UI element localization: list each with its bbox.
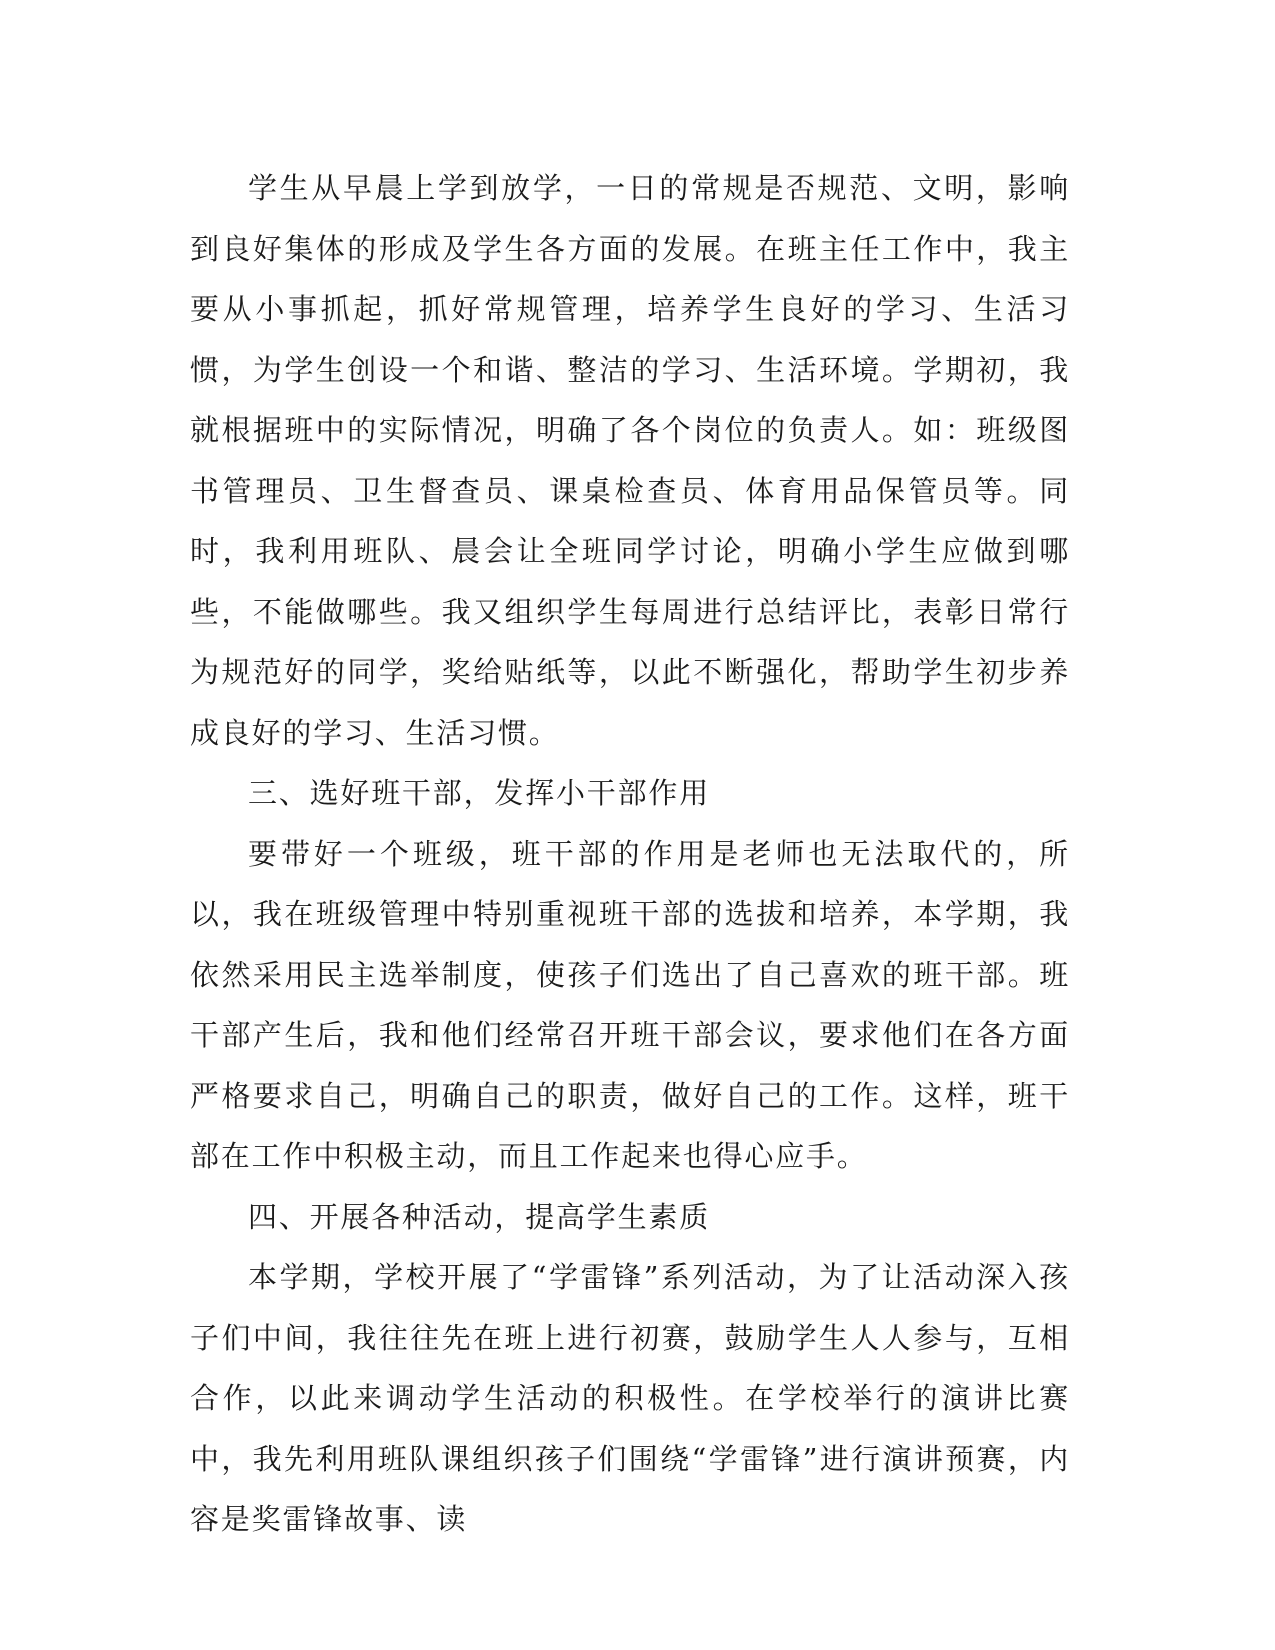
- section-heading-activities: 四、开展各种活动，提高学生素质: [248, 1199, 711, 1234]
- document-body: [190, 158, 1070, 1550]
- paragraph-class-leaders: 要带好一个班级，班干部的作用是老师也无法取代的，所以，我在班级管理中特别重视班干部的选拔和培养，本学期，我依然采用民主选举制度，使孩子们选出了自己喜欢的班干部。班干部产生后，我和他们经常召开班干部会议，要求他们在各方面严格要求自己，明确自己的职责，做好自己的工作。这样，班干部在工作中积极主动，而且工作起来也得心应手。: [190, 836, 1070, 1173]
- paragraph-activities: 本学期，学校开展了“学雷锋”系列活动，为了让活动深入孩子们中间，我往往先在班上进行初赛，鼓励学生人人参与，互相合作，以此来调动学生活动的积极性。在学校举行的演讲比赛中，我先利用班队课组织孩子们围绕“学雷锋”进行演讲预赛，内容是奖雷锋故事、读: [190, 1260, 1070, 1536]
- section-heading-class-leaders: 三、选好班干部，发挥小干部作用: [248, 776, 711, 810]
- paragraph-daily-routine: 学生从早晨上学到放学，一日的常规是否规范、文明，影响到良好集体的形成及学生各方面的发展。在班主任工作中，我主要从小事抓起，抓好常规管理，培养学生良好的学习、生活习惯，为学生创设一个和谐、整洁的学习、生活环境。学期初，我就根据班中的实际情况，明确了各个岗位的负责人。如：班级图书管理员、卫生督查员、课桌检查员、体育用品保管员等。同时，我利用班队、晨会让全班同学讨论，明确小学生应做到哪些，不能做哪些。我又组织学生每周进行总结评比，表彰日常行为规范好的同学，奖给贴纸等，以此不断强化，帮助学生初步养成良好的学习、生活习惯。: [190, 171, 1070, 750]
